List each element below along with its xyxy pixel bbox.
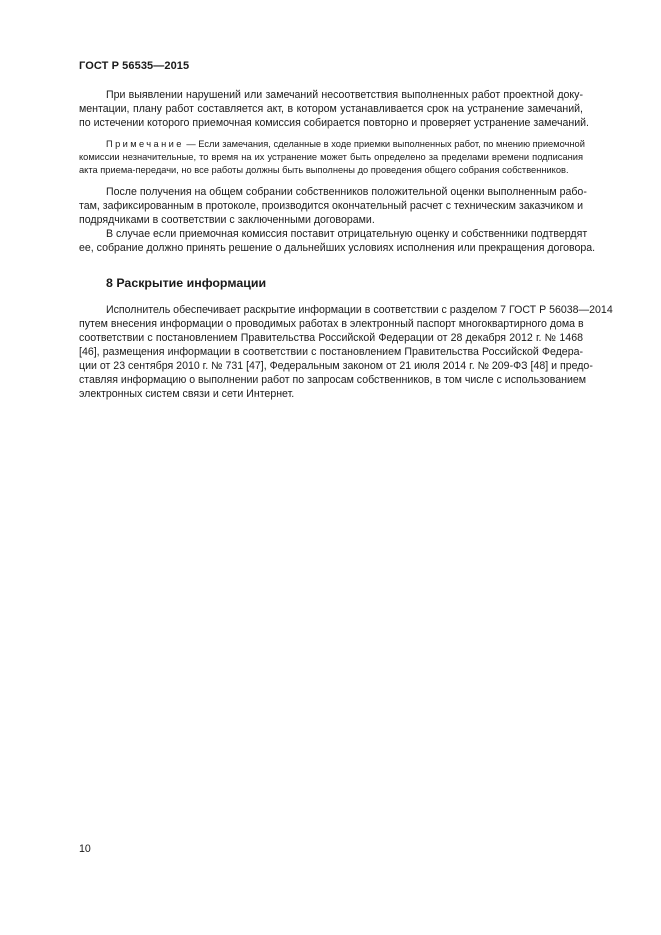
document-code-header: ГОСТ Р 56535—2015 bbox=[79, 60, 190, 72]
text-line: Исполнитель обеспечивает раскрытие информации в соответствии с разделом 7 ГОСТ Р 56038—2014 bbox=[106, 304, 613, 316]
text-line: соответствии с постановлением Правительства Российской Федерации от 28 декабря 2012 г. № 1468 bbox=[79, 332, 583, 344]
text-line: ментации, плану работ составляется акт, в котором устанавливается срок на устранение замечаний, bbox=[79, 103, 583, 115]
text-line: путем внесения информации о проводимых работах в электронный паспорт многоквартирного дома в bbox=[79, 318, 584, 330]
note-block bbox=[79, 138, 583, 177]
text-line: При выявлении нарушений или замечаний несоответствия выполненных работ проектной доку- bbox=[106, 89, 583, 101]
note-line: комиссии незначительные, то время на их устранение может быть определено за пределами времени подписания bbox=[79, 152, 583, 162]
text-line: ции от 23 сентября 2010 г. № 731 [47], Федеральным законом от 21 июля 2014 г. № 209-ФЗ [48] и предо- bbox=[79, 360, 593, 372]
text-line: [46], размещения информации в соответствии с постановлением Правительства Российской Федера- bbox=[79, 346, 583, 358]
paragraph-disclosure bbox=[79, 303, 613, 401]
note-text: — Если замечания, сделанные в ходе приемки выполненных работ, по мнению приемочной bbox=[183, 139, 585, 149]
text-line: там, зафиксированным в протоколе, производится окончательный расчет с техническим заказчиком и bbox=[79, 200, 583, 212]
page-number: 10 bbox=[79, 843, 91, 855]
section-title: 8 Раскрытие информации bbox=[106, 276, 267, 290]
document-body bbox=[79, 88, 613, 401]
note-line: акта приема-передачи, но все работы должны быть выполнены до проведения общего собрания собственников. bbox=[79, 165, 569, 175]
text-line: В случае если приемочная комиссия поставит отрицательную оценку и собственники подтвердят bbox=[106, 228, 588, 240]
text-line: электронных систем связи и сети Интернет. bbox=[79, 388, 295, 400]
paragraph-violations bbox=[79, 88, 589, 130]
paragraph-payment bbox=[79, 185, 587, 227]
note-label: Примечание bbox=[106, 139, 184, 149]
text-line: ее, собрание должно принять решение о дальнейших условиях исполнения или прекращения договора. bbox=[79, 242, 596, 254]
text-line: подрядчиками в соответствии с заключенными договорами. bbox=[79, 214, 375, 226]
paragraph-negative-assessment bbox=[79, 227, 596, 255]
text-line: ставляя информацию о выполнении работ по запросам собственников, в том числе с использованием bbox=[79, 374, 587, 386]
text-line: После получения на общем собрании собственников положительной оценки выполненным рабо- bbox=[106, 186, 587, 198]
text-line: по истечении которого приемочная комиссия собирается повторно и проверяет устранение замечаний. bbox=[79, 117, 589, 129]
note-line bbox=[79, 138, 583, 151]
